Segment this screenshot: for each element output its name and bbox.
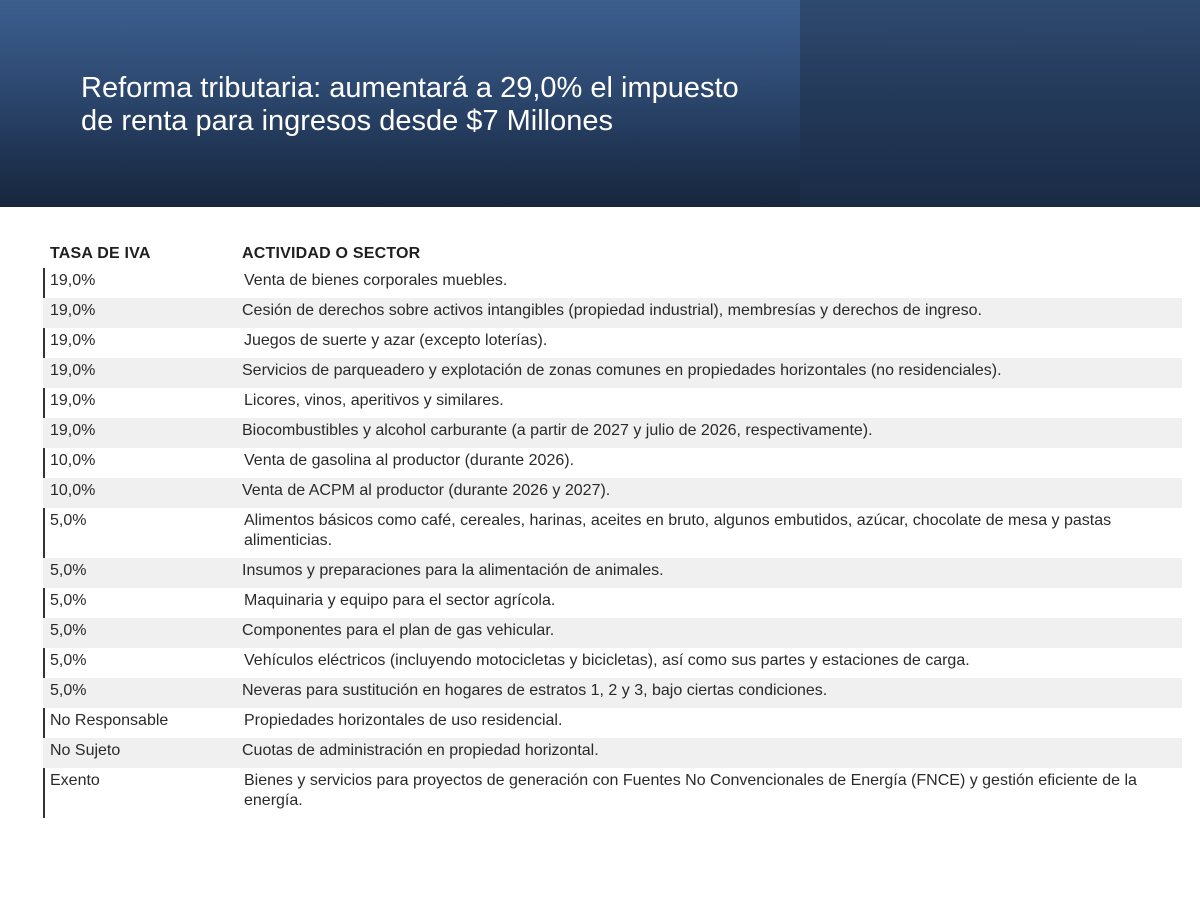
activity-cell: Componentes para el plan de gas vehicular. [242,622,555,639]
activity-cell: Maquinaria y equipo para el sector agrícola. [244,592,556,609]
vat-rate-cell: 5,0% [50,512,87,529]
vat-rate-cell: 19,0% [50,362,96,379]
activity-cell: Biocombustibles y alcohol carburante (a partir de 2027 y julio de 2026, respectivamente). [242,422,873,439]
activity-cell: Venta de ACPM al productor (durante 2026 y 2027). [242,482,611,499]
header-banner [0,0,1200,207]
vat-rate-cell: No Sujeto [50,742,121,759]
vat-rate-cell: 5,0% [50,682,87,699]
vat-rate-cell: 19,0% [50,332,96,349]
table-row [43,708,1182,738]
vat-rate-cell: 5,0% [50,592,87,609]
table-row [43,268,1182,298]
header-banner-side-panel [800,0,1200,207]
table-row [43,618,1182,648]
column-header-activity: ACTIVIDAD O SECTOR [242,245,421,262]
table-row [43,738,1182,768]
activity-cell: Alimentos básicos como café, cereales, harinas, aceites en bruto, algunos embutidos, azúcar, chocolate de mesa y pastas alimenticias. [244,512,1112,549]
table-row [43,648,1182,678]
table-row [43,768,1182,818]
vat-rate-cell: 19,0% [50,392,96,409]
table-header [43,240,1182,268]
activity-cell: Servicios de parqueadero y explotación de zonas comunes en propiedades horizontales (no residenciales). [242,362,1002,379]
activity-cell: Bienes y servicios para proyectos de generación con Fuentes No Convencionales de Energía (FNCE) y gestión eficiente de la energía. [244,772,1137,809]
table-row [43,328,1182,358]
activity-cell: Venta de bienes corporales muebles. [244,272,508,289]
vat-rate-cell: 5,0% [50,622,87,639]
table-row [43,388,1182,418]
activity-cell: Juegos de suerte y azar (excepto loterías). [244,332,548,349]
activity-cell: Propiedades horizontales de uso residencial. [244,712,563,729]
vat-rate-cell: 10,0% [50,452,96,469]
vat-rate-cell: 5,0% [50,652,87,669]
vat-rate-cell: 19,0% [50,422,96,439]
table-row [43,418,1182,448]
activity-cell: Venta de gasolina al productor (durante 2026). [244,452,575,469]
table-row [43,588,1182,618]
activity-cell: Cuotas de administración en propiedad horizontal. [242,742,599,759]
activity-cell: Licores, vinos, aperitivos y similares. [244,392,504,409]
table-row [43,558,1182,588]
activity-cell: Cesión de derechos sobre activos intangibles (propiedad industrial), membresías y derechos de ingreso. [242,302,982,319]
column-header-rate: TASA DE IVA [50,245,151,262]
vat-rate-cell: 19,0% [50,302,96,319]
activity-cell: Vehículos eléctricos (incluyendo motocicletas y bicicletas), así como sus partes y estaciones de carga. [244,652,970,669]
vat-rate-cell: 5,0% [50,562,87,579]
page-title: Reforma tributaria: aumentará a 29,0% el impuesto de renta para ingresos desde $7 Millones [81,72,739,137]
table-row [43,508,1182,558]
vat-rate-cell: 19,0% [50,272,96,289]
activity-cell: Neveras para sustitución en hogares de estratos 1, 2 y 3, bajo ciertas condiciones. [242,682,828,699]
vat-rates-table [43,240,1182,818]
table-body [43,268,1182,818]
table-row [43,298,1182,328]
activity-cell: Insumos y preparaciones para la alimentación de animales. [242,562,664,579]
table-row [43,448,1182,478]
vat-rate-cell: No Responsable [50,712,169,729]
table-row [43,678,1182,708]
table-row [43,358,1182,388]
vat-rate-cell: Exento [50,772,100,789]
vat-rate-cell: 10,0% [50,482,96,499]
table-row [43,478,1182,508]
